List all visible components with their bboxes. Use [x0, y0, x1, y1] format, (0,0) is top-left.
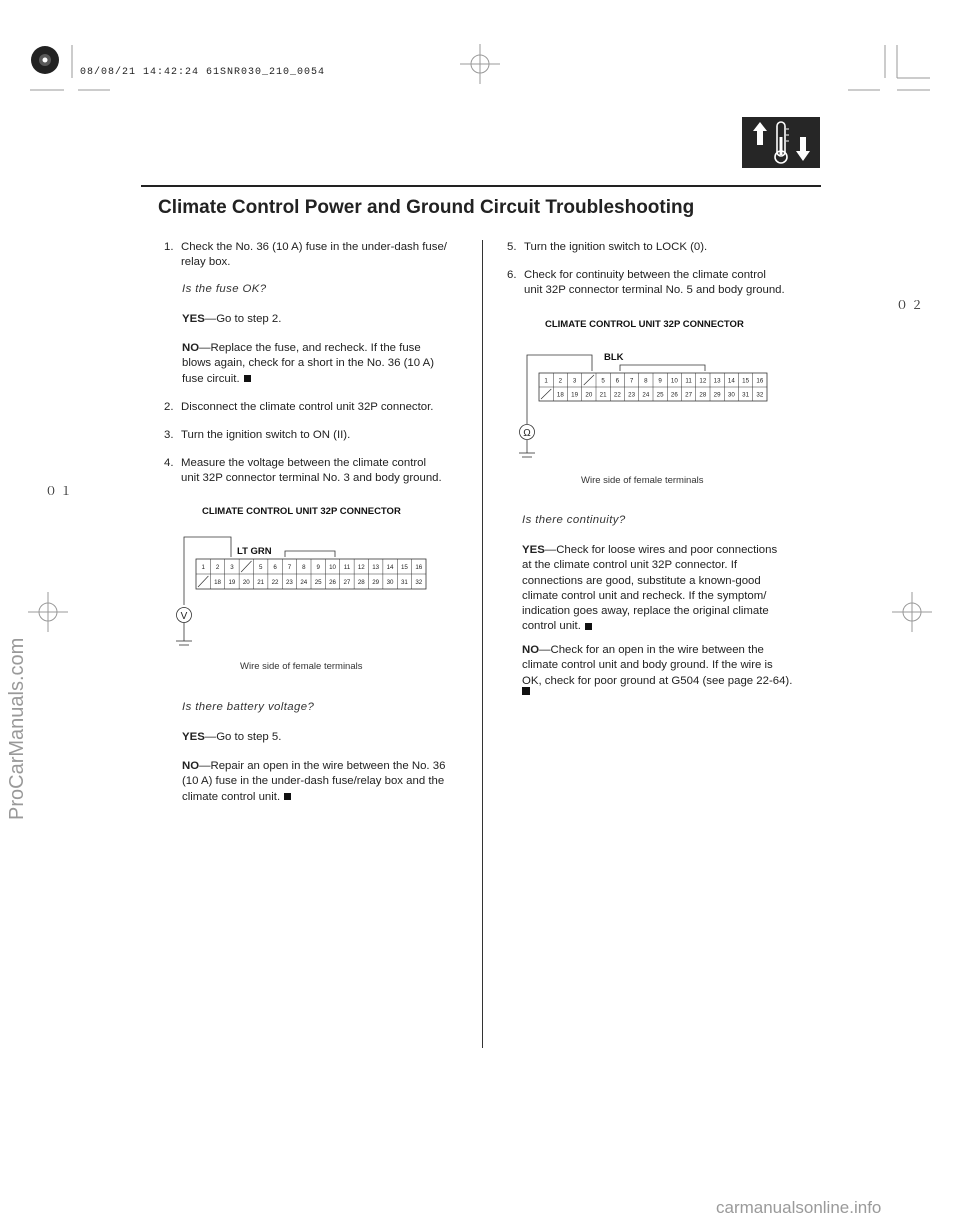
terminal-top-11: 11 — [343, 564, 351, 571]
terminal-bottom-27: 27 — [685, 391, 693, 399]
connector-diagram-right — [515, 345, 780, 460]
terminal-top-8: 8 — [644, 377, 648, 385]
terminal-bottom-29: 29 — [713, 391, 721, 399]
terminal-bottom-26: 26 — [670, 391, 678, 399]
terminal-bottom-18: 18 — [214, 579, 222, 586]
terminal-top-9: 9 — [316, 564, 320, 571]
terminal-top-5: 5 — [601, 377, 605, 385]
target-icon — [31, 46, 59, 74]
connector-32p-left — [196, 559, 426, 589]
terminal-top-13: 13 — [713, 377, 721, 385]
terminal-bottom-31: 31 — [400, 579, 408, 586]
question-fuse-ok: Is the fuse OK? — [182, 283, 267, 295]
terminal-bottom-20: 20 — [242, 579, 250, 586]
terminal-top-16: 16 — [415, 564, 423, 571]
terminal-bottom-23: 23 — [285, 579, 293, 586]
terminal-top-6: 6 — [273, 564, 277, 571]
terminal-bottom-32: 32 — [756, 391, 764, 399]
terminal-bottom-28: 28 — [357, 579, 365, 586]
terminal-bottom-25: 25 — [656, 391, 664, 399]
terminal-bottom-30: 30 — [386, 579, 394, 586]
terminal-top-3: 3 — [572, 377, 577, 385]
terminal-bottom-21: 21 — [599, 391, 607, 399]
terminal-bottom-18: 18 — [556, 391, 564, 399]
no-answer-2: NO—Repair an open in the wire between the No. 36 (10 A) fuse in the under-dash fuse/relay box and the climate control unit. — [182, 760, 446, 803]
terminal-top-14: 14 — [727, 377, 735, 385]
terminal-bottom-31: 31 — [742, 391, 750, 399]
terminal-bottom-25: 25 — [314, 579, 322, 586]
wire-color-lt-grn: LT GRN — [237, 546, 272, 557]
terminal-top-2: 2 — [558, 377, 563, 385]
terminal-top-1: 1 — [544, 377, 548, 385]
terminal-top-2: 2 — [215, 564, 220, 571]
terminal-bottom-19: 19 — [571, 391, 579, 399]
terminal-top-7: 7 — [629, 377, 634, 385]
yes-answer-1: YES—Go to step 2. — [182, 313, 282, 325]
terminal-top-11: 11 — [685, 377, 692, 385]
terminal-top-15: 15 — [400, 564, 408, 571]
wire-side-note-left: Wire side of female terminals — [240, 661, 363, 672]
terminal-top-10: 10 — [670, 377, 678, 385]
terminal-bottom-23: 23 — [628, 391, 636, 399]
terminal-bottom-22: 22 — [271, 579, 279, 586]
title-rule — [141, 185, 821, 187]
terminal-top-16: 16 — [756, 377, 764, 385]
no-answer-1: NO—Replace the fuse, and recheck. If the fuse blows again, check for a short in the No. 36 (10 A) fuse circuit. — [182, 342, 434, 385]
end-marker-icon — [244, 375, 251, 382]
terminal-bottom-24: 24 — [300, 579, 308, 586]
terminal-top-3: 3 — [230, 564, 234, 571]
terminal-bottom-27: 27 — [343, 579, 351, 586]
page-title: Climate Control Power and Ground Circuit Troubleshooting — [158, 197, 695, 218]
terminal-bottom-28: 28 — [699, 391, 707, 399]
terminal-top-7: 7 — [287, 564, 292, 571]
yes-answer-3: YES—Check for loose wires and poor connections at the climate control unit 32P connector. If connections are good, substitute a known-good climate control unit and recheck. If the symptom/ indication goes away, replace the original climate control unit. — [522, 544, 778, 633]
wire-color-blk: BLK — [604, 352, 624, 363]
end-marker-icon — [284, 793, 291, 800]
side-mark-right: ０２ — [896, 299, 927, 313]
voltmeter-symbol: V — [180, 611, 188, 622]
print-stamp: 08/08/21 14:42:24 61SNR030_210_0054 — [80, 67, 326, 78]
terminal-top-9: 9 — [658, 377, 662, 385]
watermark-left: ProCarManuals.com — [6, 637, 28, 820]
terminal-bottom-24: 24 — [642, 391, 650, 399]
question-continuity: Is there continuity? — [522, 514, 626, 526]
terminal-bottom-19: 19 — [228, 579, 236, 586]
terminal-top-12: 12 — [357, 564, 365, 571]
watermark-bottom: carmanualsonline.info — [716, 1198, 882, 1217]
thermometer-arrows-icon — [742, 117, 820, 168]
terminal-top-14: 14 — [386, 564, 394, 571]
connector-32p-right — [539, 373, 767, 401]
terminal-bottom-32: 32 — [415, 579, 423, 586]
terminal-bottom-22: 22 — [613, 391, 621, 399]
side-mark-left: ０１ — [45, 485, 76, 499]
terminal-bottom-29: 29 — [372, 579, 380, 586]
connector-title-left: CLIMATE CONTROL UNIT 32P CONNECTOR — [202, 506, 401, 517]
climate-section-badge — [742, 117, 820, 168]
terminal-bottom-26: 26 — [329, 579, 337, 586]
end-marker-icon — [585, 623, 592, 630]
no-answer-3: NO—Check for an open in the wire between the climate control unit and body ground. If the wire is OK, check for poor ground at G504 (see page 22-64). — [522, 644, 793, 687]
terminal-top-15: 15 — [742, 377, 750, 385]
terminal-top-10: 10 — [329, 564, 337, 571]
connector-diagram-left — [172, 535, 437, 650]
wire-side-note-right: Wire side of female terminals — [581, 475, 704, 486]
terminal-top-12: 12 — [699, 377, 707, 385]
terminal-top-5: 5 — [258, 564, 263, 571]
question-battery-voltage: Is there battery voltage? — [182, 701, 315, 713]
yes-answer-2: YES—Go to step 5. — [182, 731, 282, 743]
terminal-bottom-20: 20 — [585, 391, 593, 399]
terminal-top-6: 6 — [615, 377, 620, 385]
terminal-top-13: 13 — [372, 564, 380, 571]
terminal-bottom-21: 21 — [257, 579, 265, 586]
connector-title-right: CLIMATE CONTROL UNIT 32P CONNECTOR — [545, 319, 744, 330]
terminal-bottom-30: 30 — [727, 391, 735, 399]
column-divider — [482, 240, 483, 1048]
terminal-top-8: 8 — [302, 564, 306, 571]
ohmmeter-symbol: Ω — [523, 428, 531, 439]
terminal-top-1: 1 — [201, 564, 205, 571]
end-marker-icon — [522, 687, 530, 695]
